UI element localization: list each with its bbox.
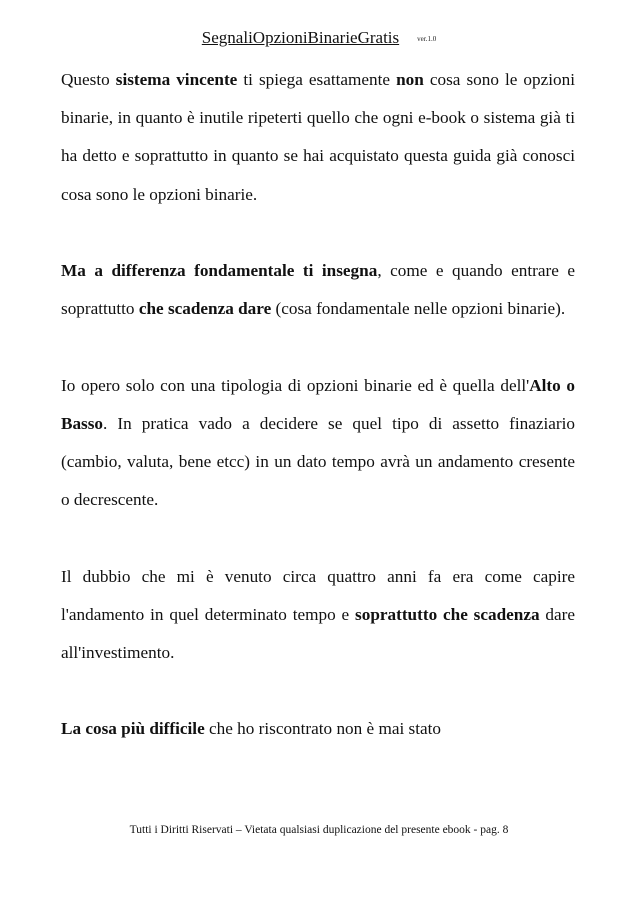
bold-text-run: La cosa più difficile xyxy=(61,719,205,739)
bold-text-run: che scadenza dare xyxy=(138,299,272,319)
paragraph-2 xyxy=(61,252,575,328)
bold-text-run: sistema vincente xyxy=(115,70,238,89)
text-run: ti spiega esattamente xyxy=(237,70,397,89)
bold-text-run: non xyxy=(396,70,424,89)
document-title: SegnaliOpzioniBinarieGratis xyxy=(201,28,400,47)
page-header xyxy=(0,28,638,48)
document-body xyxy=(61,61,575,749)
paragraph-3 xyxy=(61,367,575,520)
bold-text-run: soprattutto che scadenza xyxy=(355,604,540,624)
paragraph-5 xyxy=(61,710,575,748)
page-footer: Tutti i Diritti Riservati – Vietata qualsiasi duplicazione del presente ebook - pag. 8 xyxy=(129,824,509,836)
paragraph-4 xyxy=(61,558,575,673)
bold-text-run: Alto o Basso xyxy=(61,375,575,433)
text-run: . In pratica vado a decidere se quel tipo di assetto finaziario (cambio, valuta, bene etcc) in un dato tempo avrà un andamento cresente o decrescente. xyxy=(61,413,575,510)
text-run: Il dubbio che mi è venuto circa quattro anni fa era come capire l'andamento in quel determinato tempo e xyxy=(61,566,575,624)
bold-text-run: Ma a differenza fondamentale ti insegna xyxy=(61,261,378,280)
text-run: , come e quando entrare e soprattutto xyxy=(61,261,575,319)
text-run: (cosa fondamentale nelle opzioni binarie). xyxy=(271,299,566,319)
version-label: ver.1.0 xyxy=(417,35,437,44)
text-run: Io opero solo con una tipologia di opzioni binarie ed è quella dell' xyxy=(61,375,530,395)
text-run: Questo xyxy=(61,70,116,89)
text-run: dare all'investimento. xyxy=(61,604,575,662)
paragraph-1 xyxy=(61,61,575,214)
text-run: cosa sono le opzioni binarie, in quanto è inutile ripeterti quello che ogni e-book o sistema già ti ha detto e soprattutto in quanto se hai acquistato questa guida già conosci cosa sono le opzioni binarie. xyxy=(61,70,575,204)
text-run: che ho riscontrato non è mai stato xyxy=(204,719,441,739)
